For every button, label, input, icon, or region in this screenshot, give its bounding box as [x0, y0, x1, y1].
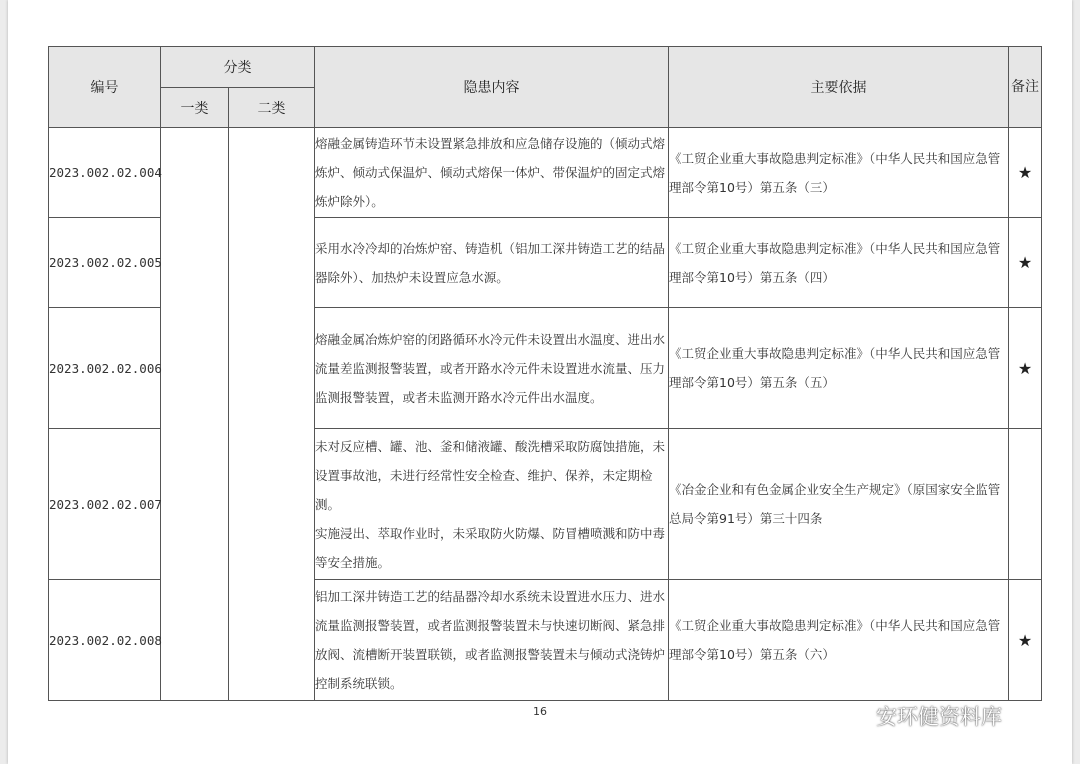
watermark-text: 安环健资料库	[876, 705, 1002, 729]
table-row	[49, 128, 1042, 218]
row-content	[315, 580, 669, 701]
document-page	[8, 0, 1072, 764]
row-content-text: 熔融金属铸造环节未设置紧急排放和应急储存设施的（倾动式熔炼炉、倾动式保温炉、倾动式熔保一体炉、带保温炉的固定式熔炼炉除外）。	[315, 136, 666, 209]
star-icon: ★	[1009, 128, 1042, 218]
row-content-text: 未对反应槽、罐、池、釜和储液罐、酸洗槽采取防腐蚀措施，未设置事故池，未进行经常性安全检查、维护、保养，未定期检测。	[315, 438, 666, 512]
row-content	[315, 128, 669, 218]
watermark	[834, 701, 1002, 731]
header-class1: 一类	[161, 88, 229, 128]
header-class2: 二类	[229, 88, 315, 128]
row-content	[315, 429, 669, 580]
row-content	[315, 308, 669, 429]
row-basis: 《冶金企业和有色金属企业安全生产规定》（原国家安全监管总局令第91号）第三十四条	[669, 429, 1009, 580]
header-content: 隐患内容	[315, 47, 669, 128]
row-id: 2023.002.02.007	[49, 429, 161, 580]
row-id: 2023.002.02.006	[49, 308, 161, 429]
row-id: 2023.002.02.008	[49, 580, 161, 701]
page-number: 16	[533, 705, 547, 718]
class2-cell	[229, 128, 315, 701]
row-basis: 《工贸企业重大事故隐患判定标准》（中华人民共和国应急管理部令第10号）第五条（六）	[669, 580, 1009, 701]
star-icon: ★	[1009, 580, 1042, 701]
row-id: 2023.002.02.005	[49, 218, 161, 308]
row-content-text: 铝加工深井铸造工艺的结晶器冷却水系统未设置进水压力、进水流量监测报警装置，或者监测报警装置未与快速切断阀、紧急排放阀、流槽断开装置联锁，或者监测报警装置未与倾动式浇铸炉控制系统联锁。	[315, 589, 666, 691]
row-content-text: 熔融金属冶炼炉窑的闭路循环水冷元件未设置出水温度、进出水流量差监测报警装置，或者开路水冷元件未设置进水流量、压力监测报警装置，或者未监测开路水冷元件出水温度。	[315, 331, 666, 405]
row-content-text: 实施浸出、萃取作业时，未采取防火防爆、防冒槽喷溅和防中毒等安全措施。	[315, 525, 666, 570]
wechat-icon	[834, 702, 868, 730]
header-category: 分类	[161, 47, 315, 88]
remark-cell	[1009, 429, 1042, 580]
row-basis: 《工贸企业重大事故隐患判定标准》（中华人民共和国应急管理部令第10号）第五条（五）	[669, 308, 1009, 429]
header-id: 编号	[49, 47, 161, 128]
row-basis: 《工贸企业重大事故隐患判定标准》（中华人民共和国应急管理部令第10号）第五条（三）	[669, 128, 1009, 218]
row-content-text: 采用水冷冷却的冶炼炉窑、铸造机（铝加工深井铸造工艺的结晶器除外）、加热炉未设置应急水源。	[315, 240, 666, 285]
row-basis: 《工贸企业重大事故隐患判定标准》（中华人民共和国应急管理部令第10号）第五条（四）	[669, 218, 1009, 308]
hazard-table	[48, 46, 1042, 701]
header-basis: 主要依据	[669, 47, 1009, 128]
header-remark: 备注	[1009, 47, 1042, 128]
star-icon: ★	[1009, 218, 1042, 308]
class1-cell	[161, 128, 229, 701]
row-id: 2023.002.02.004	[49, 128, 161, 218]
star-icon: ★	[1009, 308, 1042, 429]
row-content	[315, 218, 669, 308]
